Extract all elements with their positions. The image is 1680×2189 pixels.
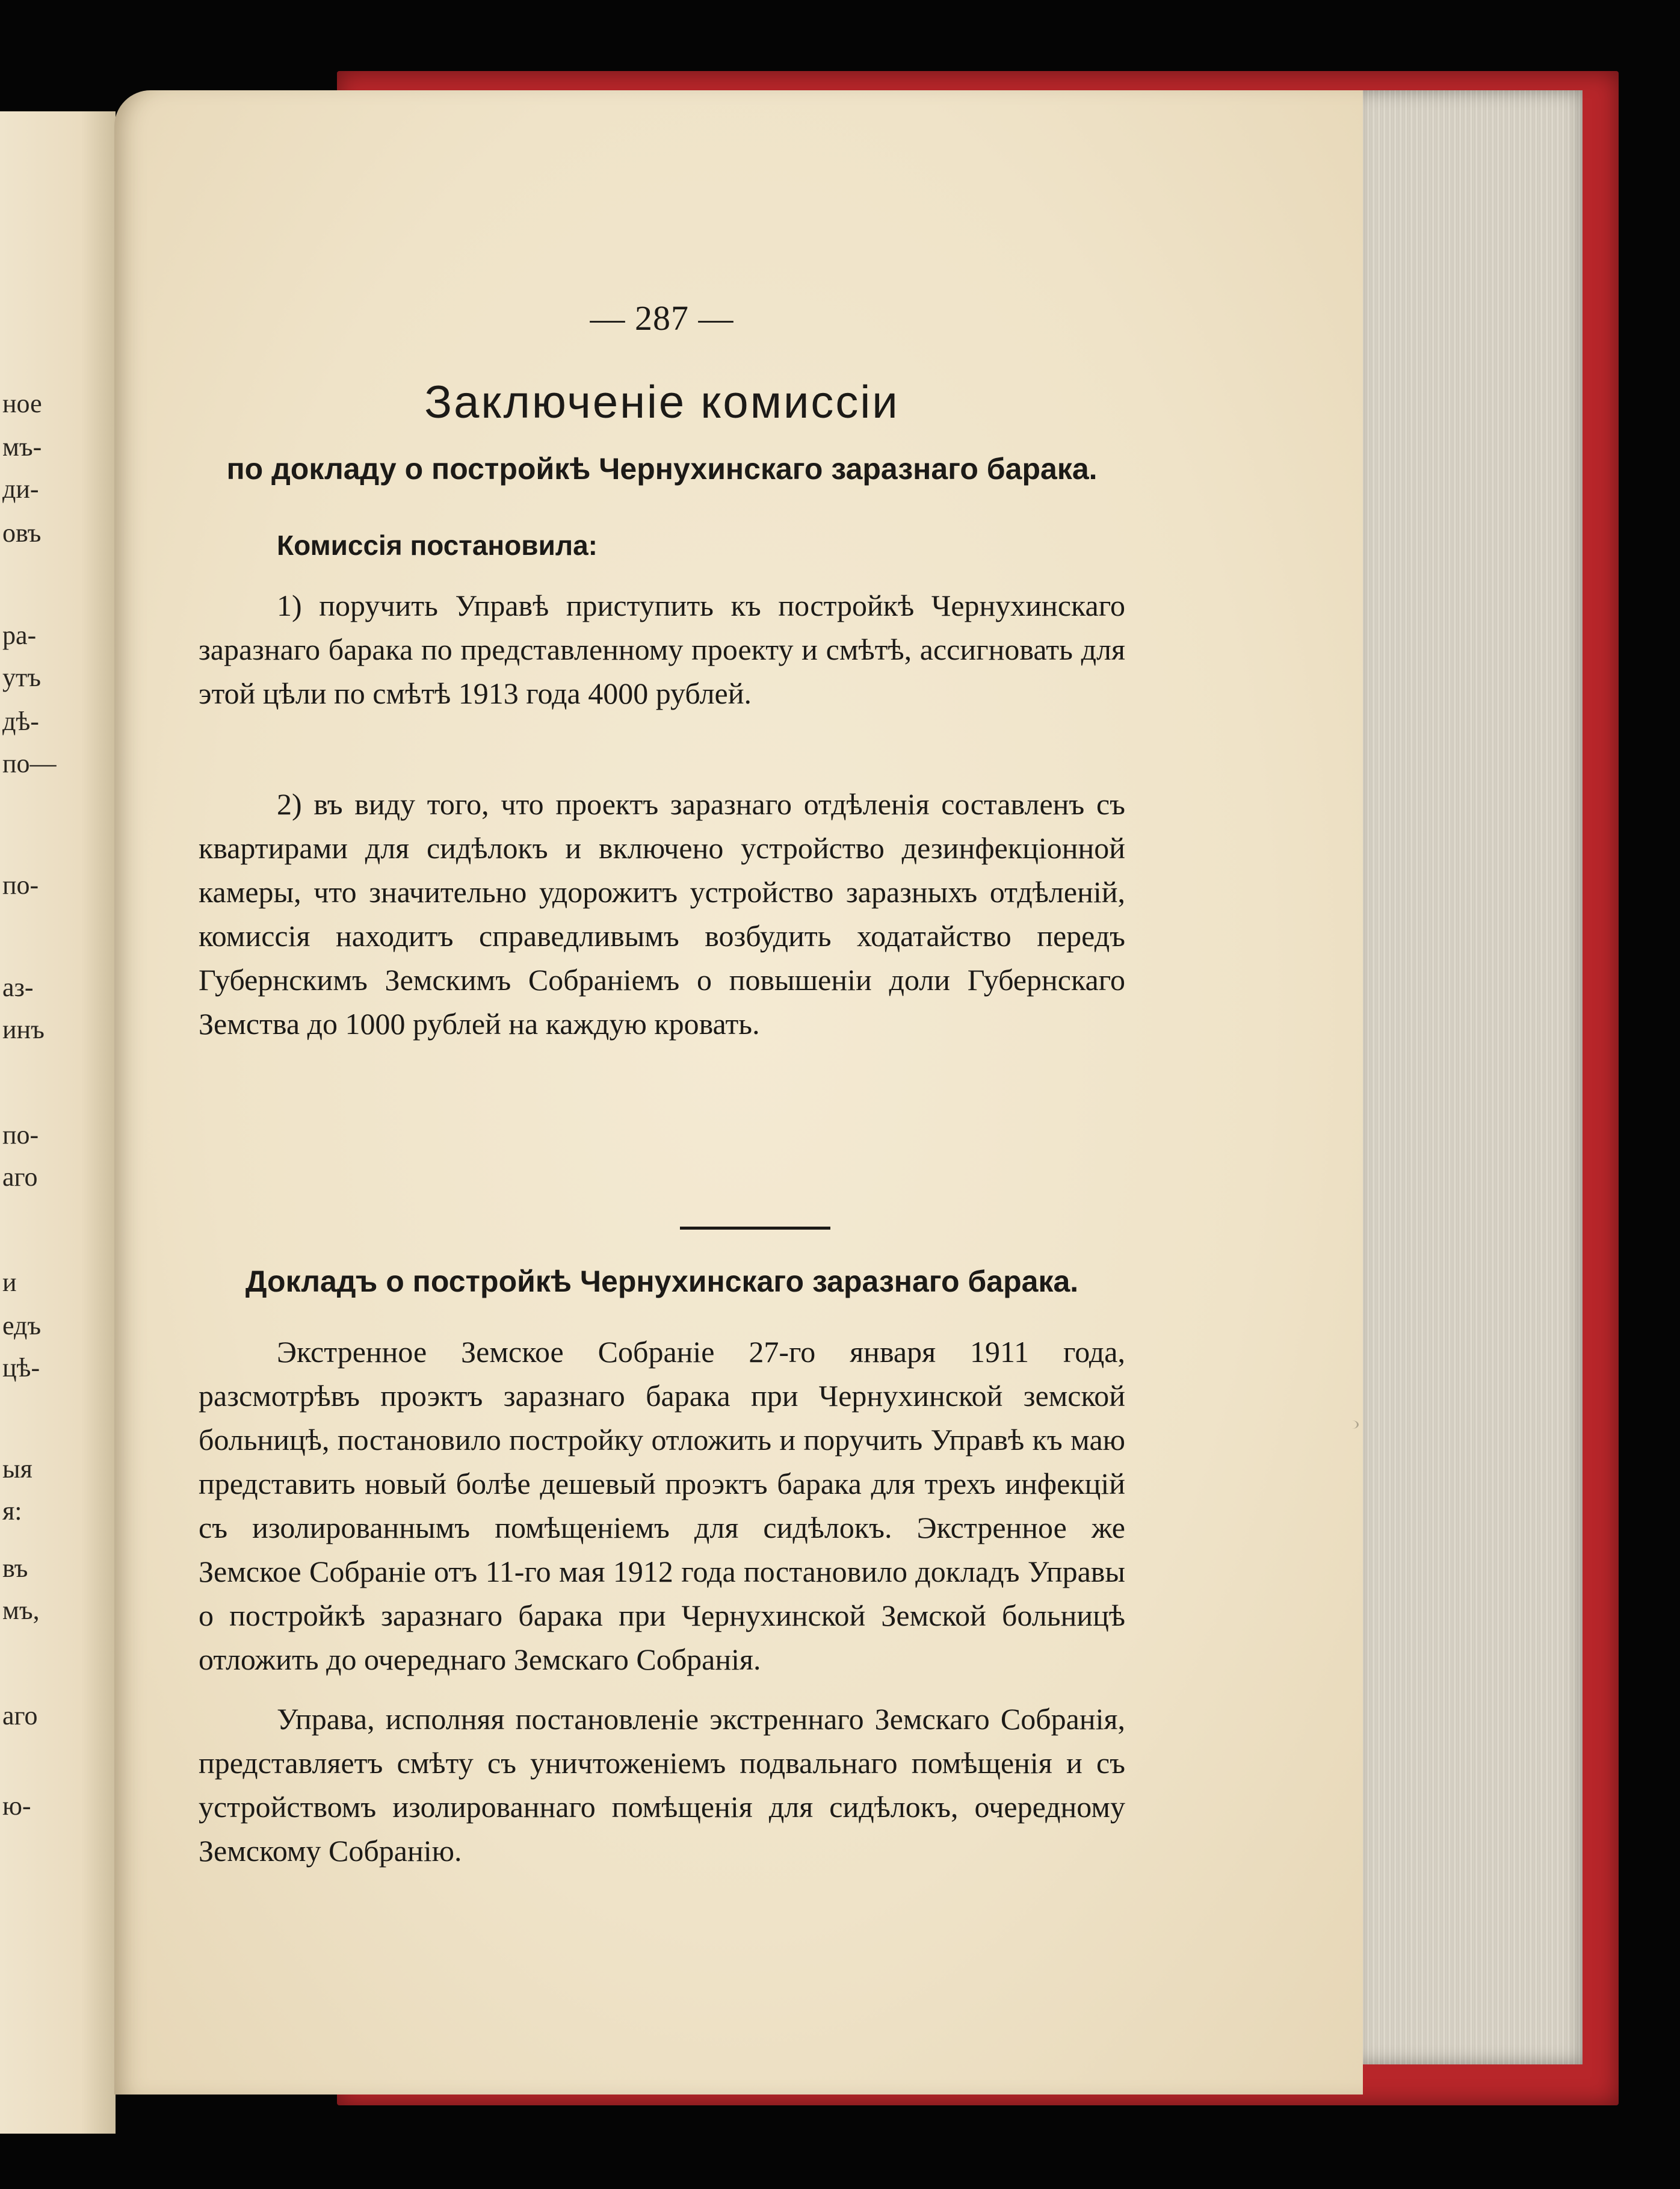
left-page (0, 111, 116, 2134)
left-fragment: и (2, 1268, 17, 1297)
left-fragment: въ (2, 1553, 28, 1583)
section-heading: Докладъ о постройкѣ Чернухинскаго заразнаго барака. (245, 1265, 1079, 1298)
report-paragraph-1: Экстренное Земское Собраніе 27-го января 1911 года, разсмотрѣвъ проэктъ заразнаго барака при Чернухинской земской больницѣ, постановило постройку отложить и поручить Управѣ къ маю представить новый болѣе дешевый проэктъ барака для трехъ инфекцій съ изолированнымъ помѣщеніемъ для сидѣлокъ. Экстренное же Земское Собраніе отъ 11-го мая 1912 года постановило докладъ Управы о постройкѣ заразнаго барака при Чернухинской Земской больницѣ отложить до очереднаго Земскаго Собранія. (199, 1335, 1125, 1676)
section-divider (680, 1227, 830, 1230)
left-fragment: инъ (2, 1015, 45, 1044)
left-fragment: ю- (2, 1791, 31, 1821)
main-page (114, 90, 1363, 2095)
resolution-intro: Комиссія постановила: (277, 530, 598, 561)
resolution-item-2: 2) въ виду того, что проектъ заразнаго отдѣленія составленъ съ квартирами для сидѣлокъ и включено устройство дезинфекціонной камеры, что значительно удорожитъ устройство заразныхъ отдѣленій, комиссія находитъ справедливымъ возбудить ходатайство передъ Губернскимъ Земскимъ Собраніемъ о повышеніи доли Губернскаго Земства до 1000 рублей на каждую кровать. (199, 787, 1125, 1041)
resolution-item-1: 1) поручить Управѣ приступить къ постройкѣ Чернухинскаго заразнаго барака по представленному проекту и смѣтѣ, ассигновать для этой цѣли по смѣтѣ 1913 года 4000 рублей. (199, 589, 1125, 710)
left-fragment: по- (2, 870, 39, 900)
left-fragment: по— (2, 749, 57, 778)
left-fragment: овъ (2, 518, 42, 548)
left-fragment: я: (2, 1496, 22, 1526)
page-block-edge (1354, 90, 1583, 2064)
left-fragment: дѣ- (2, 707, 39, 736)
left-fragment: мъ, (2, 1596, 40, 1625)
left-fragment: аз- (2, 973, 34, 1002)
page-number: — 287 — (590, 299, 734, 338)
paper-mark (1345, 1420, 1359, 1429)
left-fragment: утъ (2, 663, 41, 692)
page-subtitle: по докладу о постройкѣ Чернухинскаго заразнаго барака. (226, 452, 1098, 486)
left-fragment: аго (2, 1162, 38, 1192)
left-fragment: ыя (2, 1454, 32, 1484)
left-fragment: ное (2, 389, 42, 418)
page-title: Заключеніе комиссіи (424, 377, 900, 428)
left-fragment: ди- (2, 474, 39, 504)
report-paragraph-2: Управа, исполняя постановленіе экстреннаго Земскаго Собранія, представляетъ смѣту съ уничтоженіемъ подвальнаго помѣщенія и съ устройствомъ изолированнаго помѣщенія для сидѣлокъ, очередному Земскому Собранію. (199, 1702, 1125, 1868)
left-fragment: по- (2, 1120, 39, 1150)
left-fragment: едъ (2, 1311, 42, 1340)
left-fragment: аго (2, 1701, 38, 1730)
left-fragment: цѣ- (2, 1353, 40, 1382)
left-fragment: мъ- (2, 432, 42, 462)
left-fragment: ра- (2, 621, 37, 650)
